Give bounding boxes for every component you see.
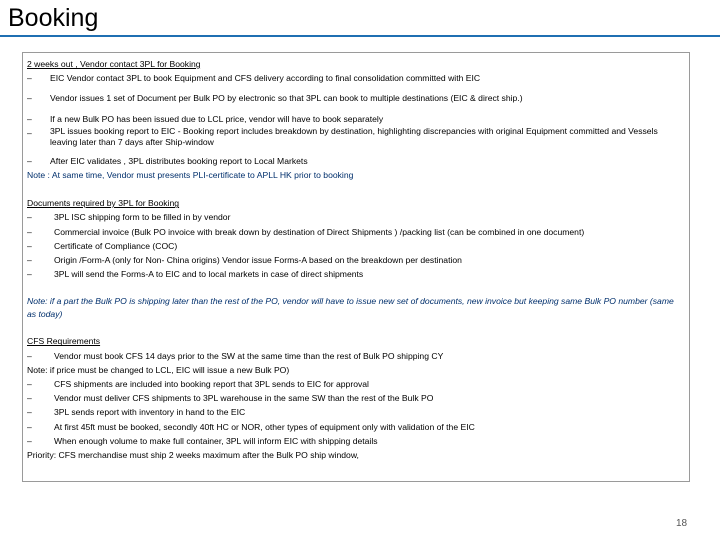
list-item-text: Certificate of Compliance (COC) — [54, 240, 178, 251]
section2-heading: Documents required by 3PL for Booking — [27, 198, 180, 209]
list-item — [27, 405, 687, 419]
section3-note: Note: if price must be changed to LCL, EIC will issue a new Bulk PO) — [27, 364, 290, 375]
list-item-text: At first 45ft must be booked, secondly 40ft HC or NOR, other types of equipment only with validation of the EIC — [54, 421, 475, 432]
list-item — [27, 391, 687, 405]
list-item — [27, 349, 687, 363]
list-item — [27, 126, 687, 148]
content-body — [27, 57, 687, 462]
list-item — [27, 420, 687, 434]
bullet-dash: – — [27, 421, 32, 432]
bullet-dash: – — [27, 379, 32, 390]
bullet-dash: – — [27, 212, 32, 223]
list-item-text: If a new Bulk PO has been issued due to LCL price, vendor will have to book separately — [50, 113, 384, 124]
section1-heading: 2 weeks out , Vendor contact 3PL for Booking — [27, 59, 201, 69]
list-item-text: Commercial invoice (Bulk PO invoice with break down by destination of Direct Shipments ) /packing list (can be combined in one document) — [54, 226, 585, 237]
section3-heading: CFS Requirements — [27, 336, 101, 347]
list-item — [27, 225, 687, 239]
bullet-dash: – — [27, 255, 32, 266]
bullet-dash: – — [27, 407, 32, 418]
list-item — [27, 71, 687, 85]
bullet-dash: – — [27, 73, 32, 84]
bullet-dash: – — [27, 393, 32, 404]
title-underline — [0, 35, 720, 37]
page-number: 18 — [676, 518, 688, 529]
bullet-dash: – — [27, 127, 32, 138]
list-item — [27, 239, 687, 253]
list-item — [27, 154, 687, 168]
list-item-text: 3PL sends report with inventory in hand to the EIC — [54, 407, 246, 418]
list-item-text: 3PL issues booking report to EIC - Booking report includes breakdown by destination, highlighting discrepancies with original Equipment committed and Vessels leaving later than 7 days after Ship-window — [50, 125, 658, 147]
list-item-text: When enough volume to make full container, 3PL will inform EIC with shipping details — [54, 435, 378, 446]
list-item-text: EIC Vendor contact 3PL to book Equipment and CFS delivery according to final consolidation committed with EIC — [50, 73, 481, 84]
bullet-dash: – — [27, 350, 32, 361]
list-item — [27, 267, 687, 281]
list-item — [27, 434, 687, 448]
list-item — [27, 377, 687, 391]
list-item — [27, 210, 687, 224]
bullet-dash: – — [27, 269, 32, 280]
list-item-text: CFS shipments are included into booking report that 3PL sends to EIC for approval — [54, 379, 369, 390]
bulk-po-note: Note: if a part the Bulk PO is shipping later than the rest of the PO, vendor will have to issue new set of documents, new invoice but keeping same Bulk PO number (same as today) — [27, 296, 674, 319]
list-item-text: Vendor must deliver CFS shipments to 3PL warehouse in the same SW than the rest of the Bulk PO — [54, 393, 434, 404]
list-item-text: After EIC validates , 3PL distributes booking report to Local Markets — [50, 155, 308, 166]
bullet-dash: – — [27, 93, 32, 104]
list-item — [27, 253, 687, 267]
bullet-dash: – — [27, 155, 32, 166]
list-item — [27, 91, 687, 105]
list-item-text: Vendor issues 1 set of Document per Bulk PO by electronic so that 3PL can book to multiple destinations (EIC & direct ship.) — [50, 93, 523, 104]
list-item — [27, 112, 687, 126]
list-item-text: Origin /Form-A (only for Non- China origins) Vendor issue Forms-A based on the breakdown per destination — [54, 255, 462, 266]
priority-line: Priority: CFS merchandise must ship 2 weeks maximum after the Bulk PO ship window, — [27, 450, 359, 461]
slide-title: Booking — [8, 4, 99, 32]
list-item-text: 3PL ISC shipping form to be filled in by vendor — [54, 212, 231, 223]
bullet-dash: – — [27, 240, 32, 251]
bullet-dash: – — [27, 435, 32, 446]
bullet-dash: – — [27, 113, 32, 124]
list-item-text: Vendor must book CFS 14 days prior to the SW at the same time than the rest of Bulk PO shipping CY — [54, 350, 444, 361]
bullet-dash: – — [27, 226, 32, 237]
section1-note: Note : At same time, Vendor must presents PLI-certificate to APLL HK prior to booking — [27, 170, 354, 181]
list-item-text: 3PL will send the Forms-A to EIC and to local markets in case of direct shipments — [54, 269, 364, 280]
